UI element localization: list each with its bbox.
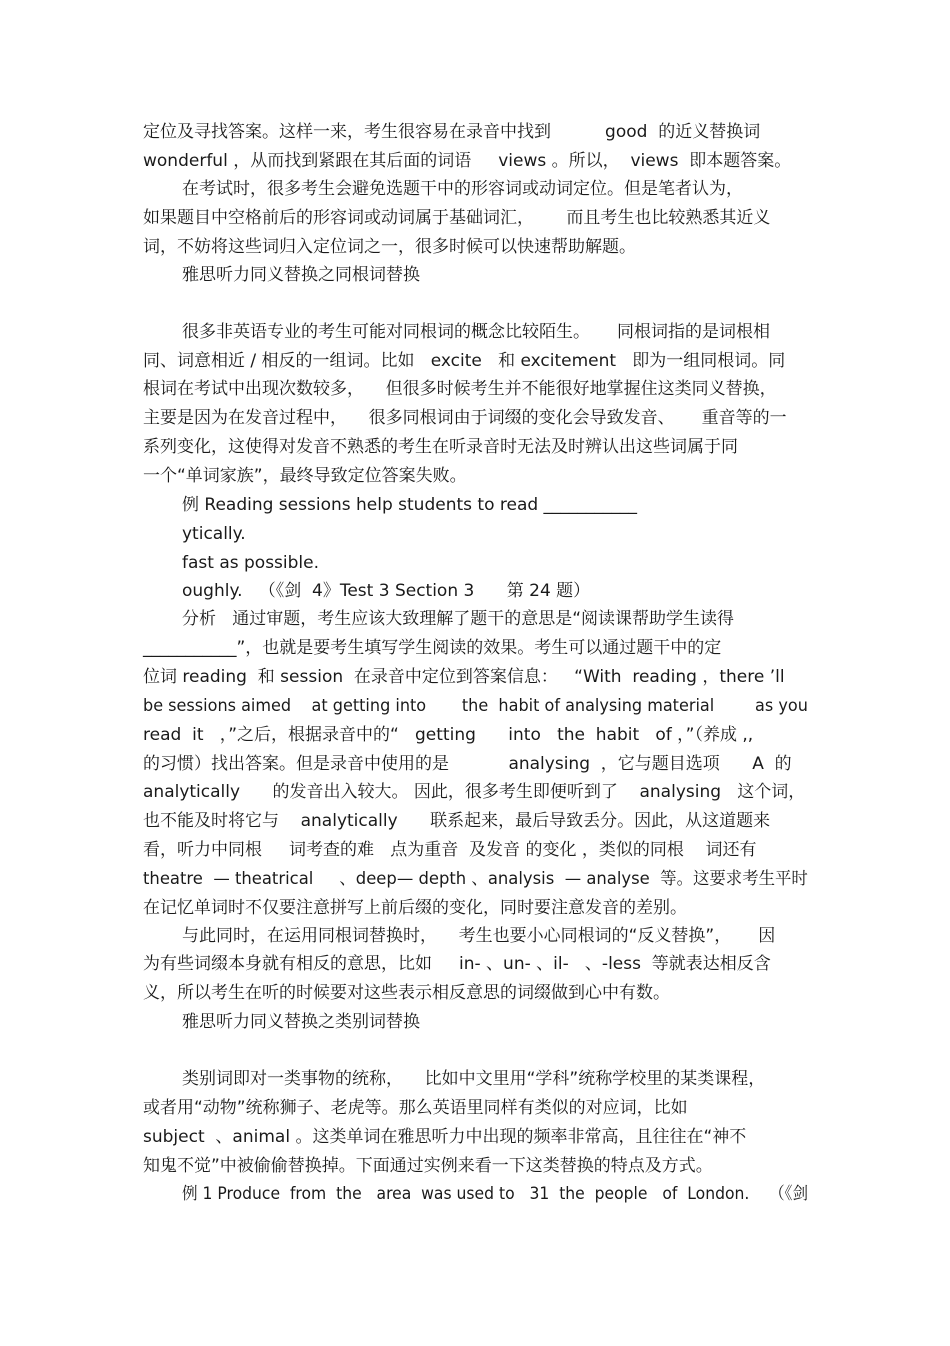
text-line: 在考试时，很多考生会避免选题干中的形容词或动词定位。但是笔者认为， bbox=[182, 179, 743, 199]
text-line: 与此同时，在运用同根词替换时， 考生也要小心同根词的“反义替换”， 因 bbox=[182, 926, 776, 946]
example-line: oughly. （《剑 4》Test 3 Section 3 第 24 题） bbox=[182, 581, 591, 601]
text-line: 位词 reading 和 session 在录音中定位到答案信息： “With reading ，there ’ll bbox=[143, 667, 785, 687]
example-line: ytically. bbox=[182, 524, 246, 544]
text-line: 看，听力中同根 词考查的难 点为重音 及发音 的变化 ，类似的同根 词还有 bbox=[143, 840, 757, 860]
text-line: 一个“单词家族”，最终导致定位答案失败。 bbox=[143, 466, 467, 486]
text-line: 定位及寻找答案。这样一来，考生很容易在录音中找到 good 的近义替换词 bbox=[143, 122, 761, 142]
text-line: theatre — theatrical 、deep— depth 、analysis — analyse 等。这要求考生平时 bbox=[143, 869, 808, 889]
text-line: 同、词意相近 / 相反的一组词。比如 excite 和 excitement 即为一组同根词。同 bbox=[143, 351, 786, 371]
text-line: 分析 通过审题，考生应该大致理解了题干的意思是“阅读课帮助学生读得 bbox=[182, 609, 735, 629]
text-line: 词，不妨将这些词归入定位词之一，很多时候可以快速帮助解题。 bbox=[143, 237, 636, 257]
text-line: 义，所以考生在听的时候要对这些表示相反意思的词缀做到心中有数。 bbox=[143, 983, 670, 1003]
text-line: 也不能及时将它与 analytically 联系起来，最后导致丢分。因此，从这道题来 bbox=[143, 811, 771, 831]
text-line: read it ，”之后，根据录音中的“ getting into the habit of ，”（养成 ,, bbox=[143, 725, 754, 745]
example-line: 例 Reading sessions help students to read ___________ bbox=[182, 495, 638, 515]
text-line: 根词在考试中出现次数较多， 但很多时候考生并不能很好地掌握住这类同义替换， bbox=[143, 379, 777, 399]
text-line: be sessions aimed at getting into the habit of analysing material as you bbox=[143, 696, 808, 716]
section-heading: 雅思听力同义替换之类别词替换 bbox=[182, 1012, 420, 1032]
example-line: fast as possible. bbox=[182, 553, 320, 573]
text-line: 很多非英语专业的考生可能对同根词的概念比较陌生。 同根词指的是词根相 bbox=[182, 322, 771, 342]
example-line: 例 1 Produce from the area was used to 31 the people of London. （《剑 bbox=[182, 1184, 809, 1204]
section-heading: 雅思听力同义替换之同根词替换 bbox=[182, 265, 420, 285]
text-line: 或者用“动物”统称狮子、老虎等。那么英语里同样有类似的对应词，比如 bbox=[143, 1098, 688, 1118]
text-line: subject 、animal 。这类单词在雅思听力中出现的频率非常高，且往往在“神不 bbox=[143, 1127, 747, 1147]
text-line: 的习惯）找出答案。但是录音中使用的是 analysing ，它与题目选项 A 的 bbox=[143, 754, 792, 774]
text-line: 系列变化，这使得对发音不熟悉的考生在听录音时无法及时辨认出这些词属于同 bbox=[143, 437, 738, 457]
text-line: wonderful ，从而找到紧跟在其后面的词语 views 。所以， views 即本题答案。 bbox=[143, 151, 792, 171]
text-line: 为有些词缀本身就有相反的意思，比如 in- 、un- 、il- 、-less 等就表达相反含 bbox=[143, 954, 771, 974]
text-line: 知鬼不觉”中被偷偷替换掉。下面通过实例来看一下这类替换的特点及方式。 bbox=[143, 1156, 713, 1176]
text-line: 主要是因为在发音过程中， 很多同根词由于词缀的变化会导致发音、 重音等的一 bbox=[143, 408, 787, 428]
text-line: 类别词即对一类事物的统称， 比如中文里用“学科”统称学校里的某类课程， bbox=[182, 1069, 766, 1089]
text-line: 如果题目中空格前后的形容词或动词属于基础词汇， 而且考生也比较熟悉其近义 bbox=[143, 208, 771, 228]
text-line: ___________”，也就是要考生填写学生阅读的效果。考生可以通过题干中的定 bbox=[143, 638, 722, 658]
text-line: analytically 的发音出入较大。 因此，很多考生即便听到了 analysing 这个词， bbox=[143, 782, 806, 802]
text-line: 在记忆单词时不仅要注意拼写上前后缀的变化，同时要注意发音的差别。 bbox=[143, 898, 687, 918]
